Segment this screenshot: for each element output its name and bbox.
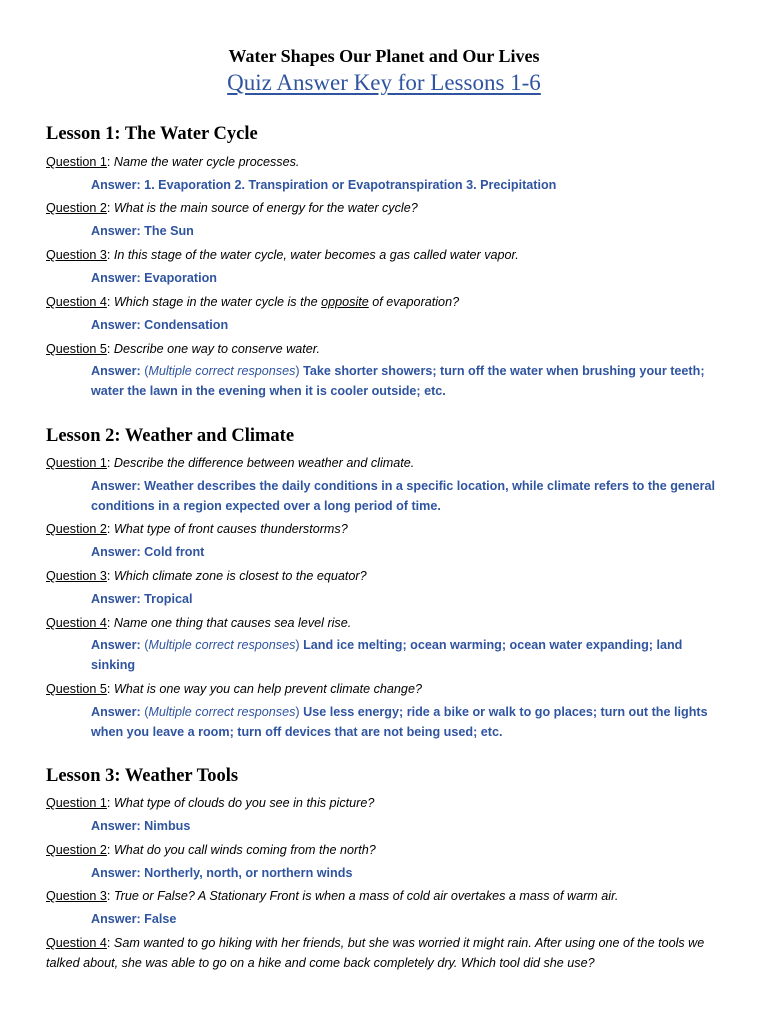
l2-question-1: Question 1: Describe the difference between weather and climate. (46, 456, 415, 470)
l2-question-4: Question 4: Name one thing that causes sea level rise. (46, 616, 352, 630)
question-text: Which climate zone is closest to the equator? (113, 569, 367, 583)
question-label: Question 3 (46, 248, 107, 262)
multiple-correct-note: Multiple correct responses (148, 638, 296, 652)
l2-answer-3: Answer: Tropical (91, 592, 193, 606)
l1-question-1: Question 1: Name the water cycle processes. (46, 155, 300, 169)
question-label: Question 5 (46, 342, 107, 356)
l3-question-3: Question 3: True or False? A Stationary Front is when a mass of cold air overtakes a mass of warm air. (46, 889, 619, 903)
question-text: What type of clouds do you see in this picture? (113, 796, 375, 810)
l1-answer-3: Answer: Evaporation (91, 271, 217, 285)
lesson-1-heading: Lesson 1: The Water Cycle (46, 124, 258, 144)
question-label: Question 4 (46, 616, 107, 630)
lesson-3-heading: Lesson 3: Weather Tools (46, 766, 239, 786)
question-label: Question 1 (46, 155, 107, 169)
question-label: Question 2 (46, 201, 107, 215)
question-text: Name one thing that causes sea level rise. (113, 616, 352, 630)
question-label: Question 4 (46, 936, 107, 950)
question-label: Question 4 (46, 295, 107, 309)
question-label: Question 1 (46, 796, 107, 810)
question-text: What is the main source of energy for the water cycle? (113, 201, 418, 215)
l2-answer-4: Answer: (Multiple correct responses) Land ice melting; ocean warming; ocean water expanding; land sinking (91, 638, 683, 672)
l1-answer-2: Answer: The Sun (91, 224, 194, 238)
question-label: Question 3 (46, 569, 107, 583)
l3-answer-3: Answer: False (91, 912, 177, 926)
question-text: What is one way you can help prevent climate change? (113, 682, 422, 696)
l1-answer-5: Answer: (Multiple correct responses) Take shorter showers; turn off the water when brushing your teeth; water the lawn in the evening when it is cooler outside; etc. (91, 364, 705, 398)
l2-answer-1: Answer: Weather describes the daily conditions in a specific location, while climate refers to the general conditions in a region expected over a long period of time. (91, 479, 716, 513)
l1-question-4: Question 4: Which stage in the water cycle is the opposite of evaporation? (46, 295, 460, 309)
l1-answer-1: Answer: 1. Evaporation 2. Transpiration or Evapotranspiration 3. Precipitation (91, 178, 557, 192)
l2-answer-5: Answer: (Multiple correct responses) Use less energy; ride a bike or walk to go places; turn out the lights when you leave a room; turn off devices that are not being used; etc. (91, 705, 708, 739)
l1-answer-4: Answer: Condensation (91, 318, 229, 332)
l1-question-5: Question 5: Describe one way to conserve water. (46, 342, 320, 356)
question-text: Name the water cycle processes. (113, 155, 300, 169)
l2-answer-2: Answer: Cold front (91, 545, 205, 559)
question-label: Question 3 (46, 889, 107, 903)
l2-question-3: Question 3: Which climate zone is closest to the equator? (46, 569, 367, 583)
l1-question-3: Question 3: In this stage of the water cycle, water becomes a gas called water vapor. (46, 248, 519, 262)
question-text: Which stage in the water cycle is the opposite of evaporation? (113, 295, 460, 309)
l3-question-2: Question 2: What do you call winds coming from the north? (46, 843, 376, 857)
lesson-2-heading: Lesson 2: Weather and Climate (46, 426, 295, 446)
question-text: Sam wanted to go hiking with her friends, but she was worried it might rain. After using one of the tools we talked about, she was able to go on a hike and come back completely dry. Which tool did she use? (46, 936, 705, 970)
document-subtitle: Quiz Answer Key for Lessons 1-6 (227, 70, 541, 95)
l2-question-2: Question 2: What type of front causes thunderstorms? (46, 522, 348, 536)
underlined-word: opposite (321, 295, 369, 309)
question-text: What do you call winds coming from the north? (113, 843, 376, 857)
multiple-correct-note: Multiple correct responses (148, 364, 296, 378)
multiple-correct-note: Multiple correct responses (148, 705, 296, 719)
document-title: Water Shapes Our Planet and Our Lives (228, 46, 540, 66)
l3-answer-1: Answer: Nimbus (91, 819, 191, 833)
question-label: Question 1 (46, 456, 107, 470)
l2-question-5: Question 5: What is one way you can help prevent climate change? (46, 682, 422, 696)
question-label: Question 2 (46, 522, 107, 536)
question-text: Describe the difference between weather and climate. (113, 456, 415, 470)
l1-question-2: Question 2: What is the main source of energy for the water cycle? (46, 201, 418, 215)
question-text: What type of front causes thunderstorms? (113, 522, 348, 536)
question-label: Question 2 (46, 843, 107, 857)
l3-question-4: Question 4: Sam wanted to go hiking with her friends, but she was worried it might rain. After using one of the tools we talked about, she was able to go on a hike and come back completely dry. Which tool did she use? (46, 936, 705, 970)
question-label: Question 5 (46, 682, 107, 696)
l3-question-1: Question 1: What type of clouds do you see in this picture? (46, 796, 375, 810)
question-text: True or False? A Stationary Front is when a mass of cold air overtakes a mass of warm air. (113, 889, 619, 903)
l3-answer-2: Answer: Northerly, north, or northern winds (91, 866, 353, 880)
question-text: Describe one way to conserve water. (113, 342, 320, 356)
question-text: In this stage of the water cycle, water becomes a gas called water vapor. (113, 248, 519, 262)
